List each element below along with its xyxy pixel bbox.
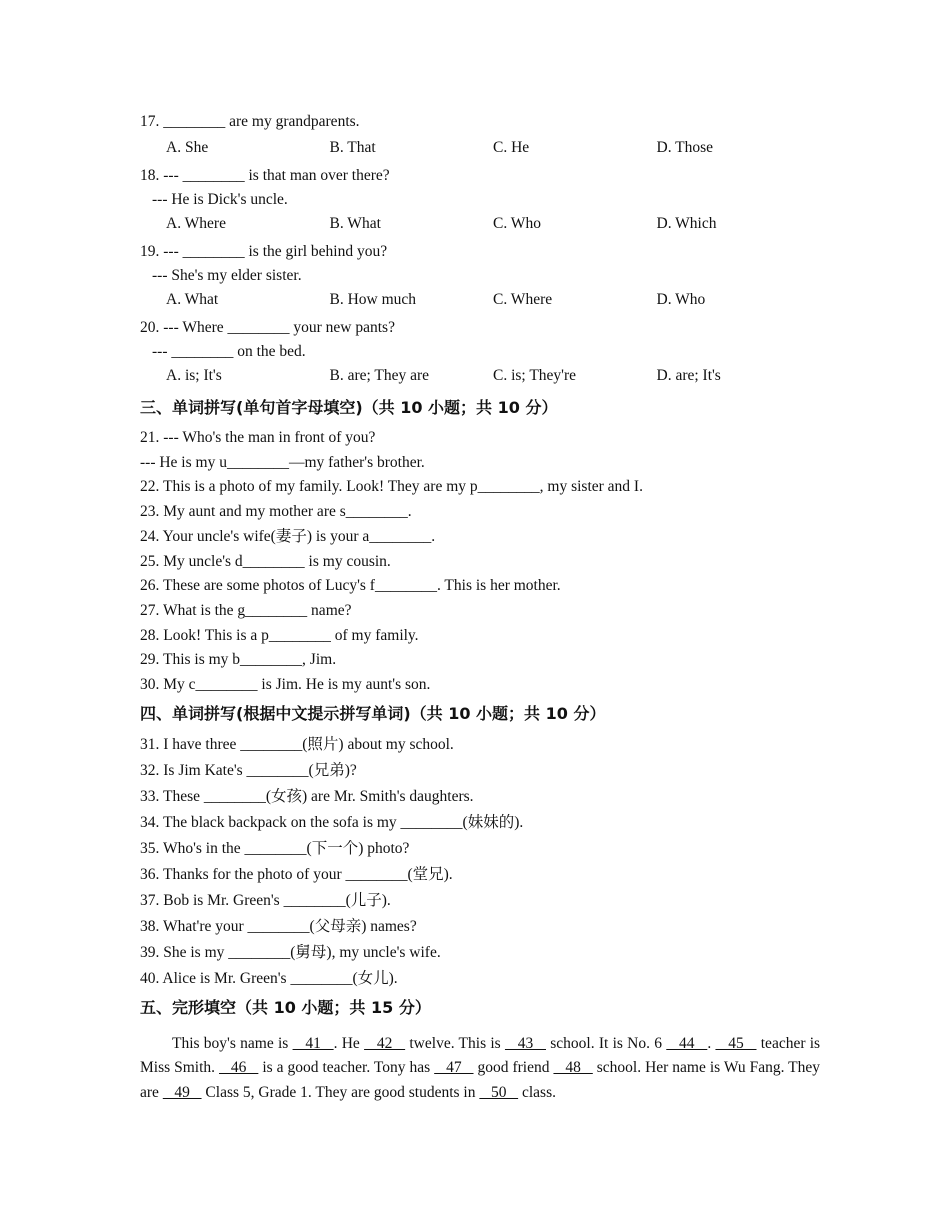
question-38: 38. What're your ________(父母亲) names? — [140, 917, 417, 935]
reply-18: --- He is Dick's uncle. — [152, 191, 288, 208]
blank-45: 45 — [715, 1034, 757, 1052]
question-39: 39. She is my ________(舅母), my uncle's wife. — [140, 943, 441, 961]
option-d: D. are; It's — [656, 367, 721, 384]
blank-46: 46 — [219, 1059, 259, 1077]
question-32: 32. Is Jim Kate's ________(兄弟)? — [140, 761, 357, 779]
question-37: 37. Bob is Mr. Green's ________(儿子). — [140, 891, 391, 909]
option-a: A. She — [166, 139, 209, 156]
question-26: 26. These are some photos of Lucy's f________. This is her mother. — [140, 577, 561, 595]
options-19 — [140, 288, 820, 316]
option-c: C. He — [493, 139, 530, 156]
question-18: 18. --- ________ is that man over there? — [140, 167, 390, 184]
question-36: 36. Thanks for the photo of your ________(堂兄). — [140, 865, 453, 883]
question-22: 22. This is a photo of my family. Look! They are my p________, my sister and I. — [140, 478, 643, 496]
section-3-title: 三、单词拼写(单句首字母填空)（共 10 小题；共 10 分） — [140, 398, 558, 417]
question-40: 40. Alice is Mr. Green's ________(女儿). — [140, 969, 398, 987]
question-31: 31. I have three ________(照片) about my school. — [140, 735, 454, 753]
passage-text: class. — [518, 1083, 556, 1101]
options-20 — [140, 364, 820, 392]
question-27: 27. What is the g________ name? — [140, 601, 352, 619]
section-4-title: 四、单词拼写(根据中文提示拼写单词)（共 10 小题；共 10 分） — [140, 703, 606, 723]
option-b: B. How much — [329, 291, 417, 308]
question-30: 30. My c________ is Jim. He is my aunt's son. — [140, 676, 431, 694]
passage-text: twelve. This is — [405, 1034, 505, 1052]
options-18 — [140, 212, 820, 240]
passage-text: Class 5, Grade 1. They are good students in — [201, 1083, 480, 1101]
question-29: 29. This is my b________, Jim. — [140, 651, 337, 669]
passage-text: good friend — [473, 1059, 554, 1077]
question-21-reply: --- He is my u________—my father's brother. — [140, 453, 425, 471]
passage-text: . He — [333, 1034, 365, 1052]
option-c: C. Where — [493, 291, 553, 308]
option-d: D. Who — [656, 291, 706, 308]
question-25: 25. My uncle's d________ is my cousin. — [140, 552, 391, 570]
passage-text: This boy's name is — [172, 1034, 293, 1052]
option-b: B. What — [329, 215, 381, 232]
section-5-title: 五、完形填空（共 10 小题；共 15 分） — [140, 997, 431, 1017]
section-4-items — [140, 732, 820, 992]
option-b: B. are; They are — [329, 367, 430, 384]
blank-49: 49 — [162, 1083, 202, 1101]
passage-text: school. Her name is Wu Fang. They are — [140, 1059, 821, 1101]
blank-50: 50 — [479, 1083, 519, 1101]
option-d: D. Those — [656, 139, 714, 156]
question-17: 17. ________ are my grandparents. — [140, 113, 360, 130]
question-23: 23. My aunt and my mother are s________. — [140, 503, 412, 521]
option-a: A. What — [166, 291, 219, 308]
blank-48: 48 — [553, 1059, 593, 1077]
passage-text: teacher is Miss Smith. — [140, 1034, 821, 1077]
blank-47: 47 — [434, 1059, 474, 1077]
question-24: 24. Your uncle's wife(妻子) is your a________. — [140, 527, 436, 545]
question-34: 34. The black backpack on the sofa is my ________(妹妹的). — [140, 813, 524, 831]
blank-43: 43 — [504, 1034, 546, 1052]
question-33: 33. These ________(女孩) are Mr. Smith's daughters. — [140, 787, 474, 805]
option-c: C. Who — [493, 215, 541, 232]
passage-text: is a good teacher. Tony has — [258, 1059, 435, 1077]
reply-20: --- ________ on the bed. — [152, 343, 306, 360]
reply-19: --- She's my elder sister. — [152, 267, 302, 284]
option-b: B. That — [329, 139, 376, 156]
options-17 — [140, 136, 820, 164]
option-c: C. is; They're — [493, 367, 577, 384]
blank-44: 44 — [666, 1034, 708, 1052]
question-28: 28. Look! This is a p________ of my family. — [140, 626, 419, 644]
option-a: A. Where — [166, 215, 226, 232]
question-19: 19. --- ________ is the girl behind you? — [140, 243, 388, 260]
blank-42: 42 — [364, 1034, 406, 1052]
blank-41: 41 — [292, 1034, 334, 1052]
option-a: A. is; It's — [166, 367, 222, 384]
question-20: 20. --- Where ________ your new pants? — [140, 319, 395, 336]
cloze-passage — [140, 1032, 820, 1106]
section-3-items — [140, 426, 820, 698]
passage-text: . — [707, 1034, 716, 1052]
passage-text: school. It is No. 6 — [546, 1034, 667, 1052]
question-21: 21. --- Who's the man in front of you? — [140, 429, 376, 446]
question-35: 35. Who's in the ________(下一个) photo? — [140, 839, 410, 857]
exam-page — [140, 110, 820, 1105]
option-d: D. Which — [656, 215, 717, 232]
